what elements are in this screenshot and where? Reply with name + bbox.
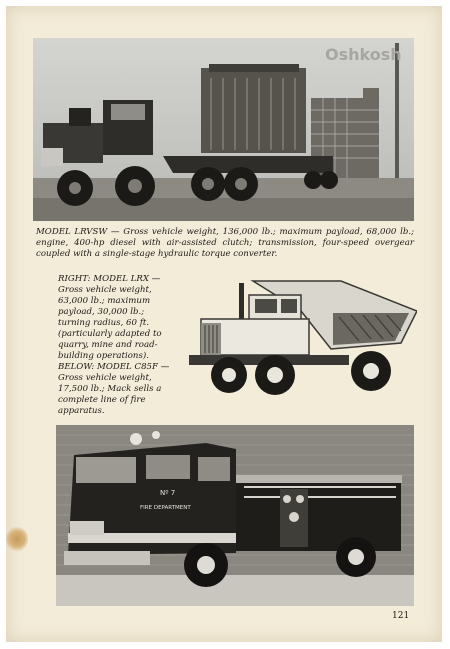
heavy-transporter-image <box>33 38 414 221</box>
fire-truck-number: Nº 7 <box>160 489 176 497</box>
photo-fire-truck <box>56 425 414 606</box>
caption-model-lrx-c85f: RIGHT: MODEL LRX —Gross vehicle weight, 63,000 lb.; maximum payload, 30,000 lb.; turning radius, 60 ft. (particularly adapted to quarry, mine and road-building operations). BELOW: MODEL C85F — Gross vehicle weight, 17,500 lb.; Mack sells a complete line of fire apparatus. <box>58 274 170 416</box>
fire-truck-image <box>56 425 414 606</box>
stain-mark <box>6 526 28 552</box>
oshkosh-sign: Oshkosh <box>325 45 402 64</box>
fire-department-label: FIRE DEPARTMENT <box>140 505 191 511</box>
magazine-page <box>6 6 442 642</box>
caption-model-lrvsw: MODEL LRVSW — Gross vehicle weight, 136,000 lb.; maximum payload, 68,000 lb.; engine, 400-hp diesel with air-assisted clutch; transmission, four-speed overgear coupled with a single-stage hydraulic torque converter. <box>36 227 414 259</box>
page-number: 121 <box>392 611 410 621</box>
photo-dump-truck <box>181 271 417 411</box>
photo-heavy-transporter <box>33 38 414 221</box>
dump-truck-image <box>181 271 417 411</box>
